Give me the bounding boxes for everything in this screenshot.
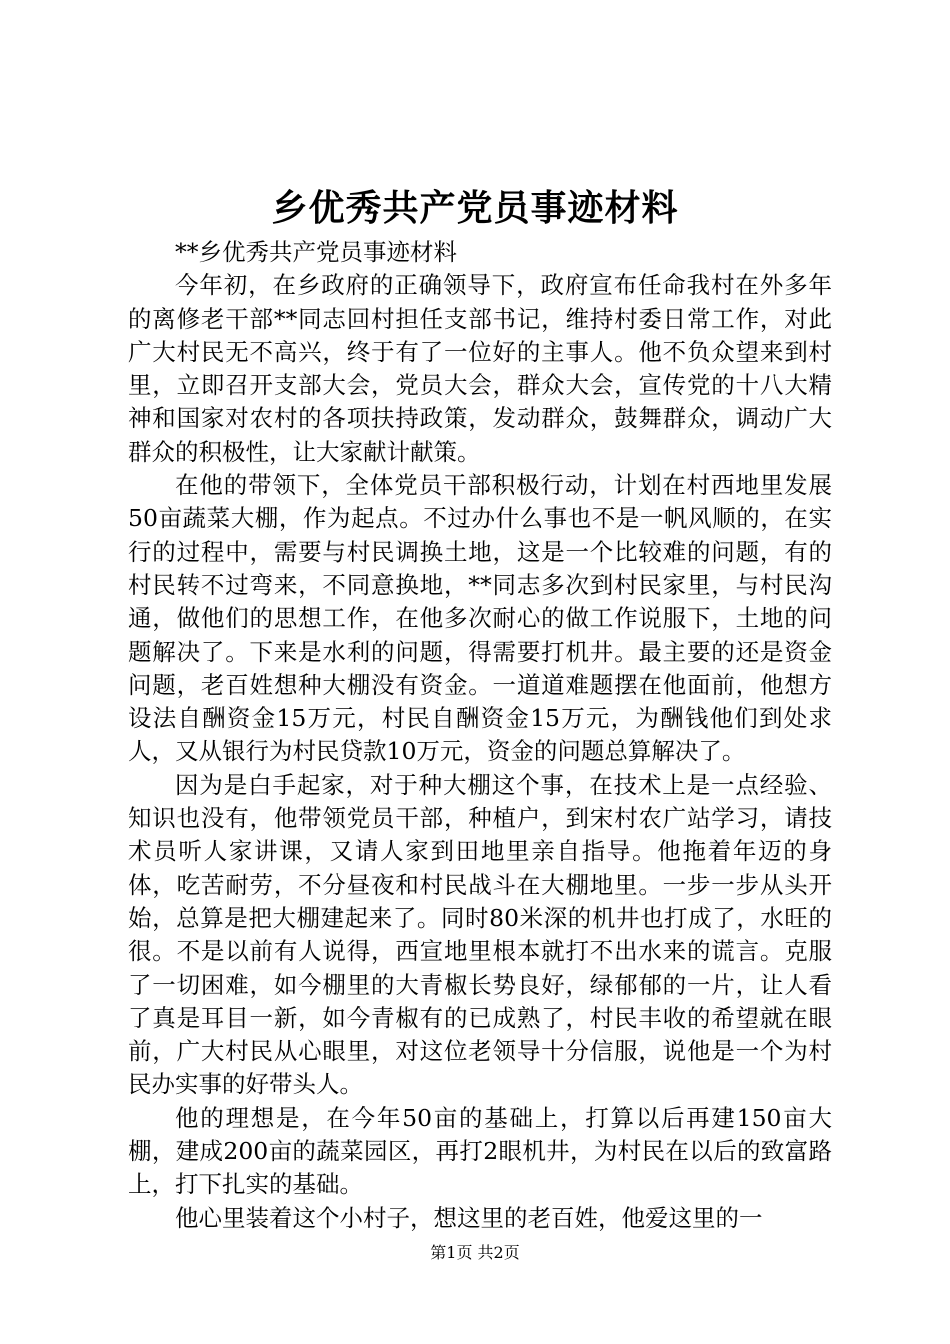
body-paragraph: 今年初，在乡政府的正确领导下，政府宣布任命我村在外多年的离修老干部**同志回村担任支部书记，维持村委日常工作，对此广大村民无不高兴，终于有了一位好的主事人。他不负众望来到村里，立即召开支部大会，党员大会，群众大会，宣传党的十八大精神和国家对农村的各项扶持政策，发动群众，鼓舞群众，调动广大群众的积极性，让大家献计献策。 xyxy=(128,271,832,466)
document-title: 乡优秀共产党员事迹材料 xyxy=(271,187,679,229)
body-paragraph: 他心里装着这个小村子，想这里的老百姓，他爱这里的一 xyxy=(175,1203,763,1232)
document-body xyxy=(128,236,832,1235)
body-paragraph: 他的理想是，在今年50亩的基础上，打算以后再建150亩大棚，建成200亩的蔬菜园区，再打2眼机井，为村民在以后的致富路上，打下扎实的基础。 xyxy=(128,1103,832,1199)
body-paragraph: 在他的带领下，全体党员干部积极行动，计划在村西地里发展50亩蔬菜大棚，作为起点。不过办什么事也不是一帆风顺的，在实行的过程中，需要与村民调换土地，这是一个比较难的问题，有的村民转不过弯来，不同意换地，**同志多次到村民家里，与村民沟通，做他们的思想工作，在他多次耐心的做工作说服下，土地的问题解决了。下来是水利的问题，得需要打机井。最主要的还是资金问题，老百姓想种大棚没有资金。一道道难题摆在他面前，他想方设法自酬资金15万元，村民自酬资金15万元，为酬钱他们到处求人，又从银行为村民贷款10万元，资金的问题总算解决了。 xyxy=(128,471,832,766)
page-indicator: 第1页 共2页 xyxy=(430,1243,520,1262)
body-paragraph: 因为是白手起家，对于种大棚这个事，在技术上是一点经验、知识也没有，他带领党员干部，种植户，到宋村农广站学习，请技术员听人家讲课，又请人家到田地里亲自指导。他拖着年迈的身体，吃苦耐劳，不分昼夜和村民战斗在大棚地里。一步一步从头开始，总算是把大棚建起来了。同时80米深的机井也打成了，水旺的很。不是以前有人说得，西宣地里根本就打不出水来的谎言。克服了一切困难，如今棚里的大青椒长势良好，绿郁郁的一片，让人看了真是耳目一新，如今青椒有的已成熟了，村民丰收的希望就在眼前，广大村民从心眼里，对这位老领导十分信服，说他是一个为村民办实事的好带头人。 xyxy=(128,770,832,1099)
body-paragraph: **乡优秀共产党员事迹材料 xyxy=(175,238,457,266)
page-footer xyxy=(0,1242,950,1264)
